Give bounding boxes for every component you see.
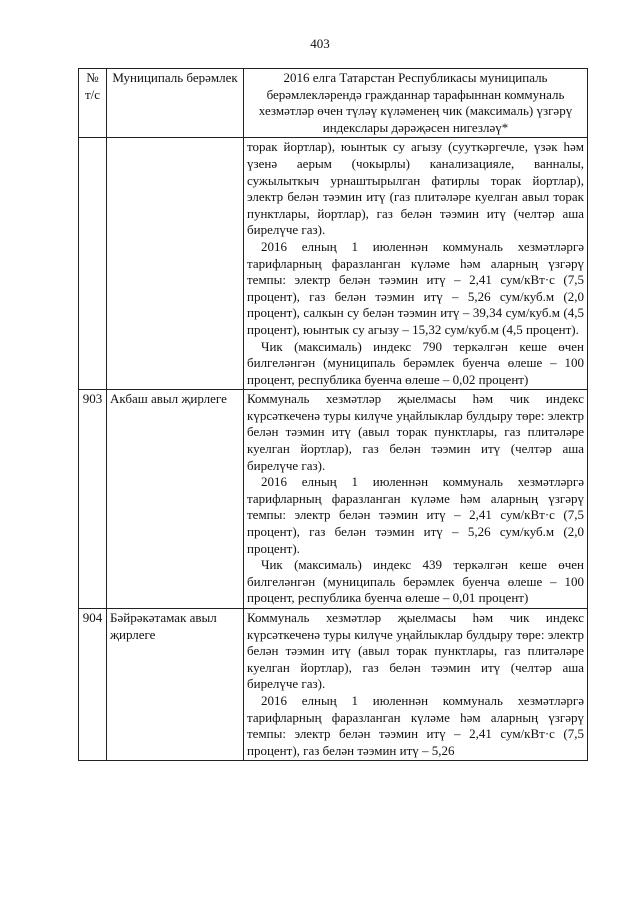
header-index-justification: 2016 елга Татарстан Республикасы муниципаль берәмлекләрендә гражданнар тарафыннан коммуналь хезмәтләр өчен түләү күләменең чик (максималь) үзгәрү индекслары дәрәҗәсен нигезләү*: [244, 69, 588, 138]
row-details: [244, 138, 588, 390]
table-row: [79, 390, 588, 609]
table-row: [79, 138, 588, 390]
tariff-index-table: [78, 68, 588, 761]
row-paragraph: Чик (максималь) индекс 439 теркәлгән кеше өчен билгеләнгән (муниципаль берәмлек буенча өлеше – 100 процент, республика буенча өлеше – 0,01 процент): [247, 557, 584, 606]
row-details: [244, 390, 588, 609]
table-row: [79, 609, 588, 761]
header-number: № т/с: [79, 69, 107, 138]
row-paragraph: Коммуналь хезмәтләр җыелмасы һәм чик индекс күрсәткеченә туры килүче уңайлыклар булдыру төре: электр белән тәэмин итү (авыл торак пунктлары, газ плитәләре куелган йортлар), газ белән тәэмин итү (челтәр аша бирелүче газ).: [247, 391, 584, 473]
row-paragraph: Коммуналь хезмәтләр җыелмасы һәм чик индекс күрсәткеченә туры килүче уңайлыклар булдыру төре: электр белән тәэмин итү (авыл торак пунктлары, газ плитәләре куелган йортлар), газ белән тәэмин итү (челтәр аша бирелүче газ).: [247, 610, 584, 692]
row-paragraph: торак йортлар), юынтык су агызу (сууткәргечле, үзәк һәм үзенә аерым (чокырлы) канализацияле, ванналы, сужылыткыч урнаштырылган фатирлы торак йортлар), электр белән тәэмин итү (газ плитәләре куелган авыл торак пунктлары, йортлар), газ белән тәэмин итү (челтәр аша бирелүче газ).: [247, 139, 584, 238]
page-number: 403: [310, 36, 330, 51]
row-paragraph: 2016 елның 1 июленнән коммуналь хезмәтләргә тарифларның фаразланган күләме һәм аларның үзгәрү темпы: электр белән тәэмин итү – 2,41 сум/кВт·с (7,5 процент), газ белән тәэмин итү – 5,26 сум/куб.м (2,0 процент).: [247, 474, 584, 556]
row-paragraph: Чик (максималь) индекс 790 теркәлгән кеше өчен билгеләнгән (муниципаль берәмлек буенча өлеше – 100 процент, республика буенча өлеше – 0,02 процент): [247, 338, 584, 387]
table-header-row: [79, 69, 588, 138]
row-number: [79, 138, 107, 390]
row-number: 904: [79, 609, 107, 761]
row-municipality: Бәйрәкәтамак авыл җирлеге: [107, 609, 244, 761]
row-municipality: Акбаш авыл җирлеге: [107, 390, 244, 609]
row-paragraph: 2016 елның 1 июленнән коммуналь хезмәтләргә тарифларның фаразланган күләме һәм аларның үзгәрү темпы: электр белән тәэмин итү – 2,41 сум/кВт·с (7,5 процент), газ белән тәэмин итү – 5,26 сум/куб.м (2,0 процент), салкын су белән тәэмин итү – 39,34 сум/куб.м (4,5 процент), юынтык су агызу – 15,32 сум/куб.м (4,5 процент).: [247, 238, 584, 337]
row-municipality: [107, 138, 244, 390]
row-number: 903: [79, 390, 107, 609]
header-municipality: Муниципаль берәмлек: [107, 69, 244, 138]
row-details: [244, 609, 588, 761]
row-paragraph: 2016 елның 1 июленнән коммуналь хезмәтләргә тарифларның фаразланган күләме һәм аларның үзгәрү темпы: электр белән тәэмин итү – 2,41 сум/кВт·с (7,5 процент), газ белән тәэмин итү – 5,26: [247, 692, 584, 758]
